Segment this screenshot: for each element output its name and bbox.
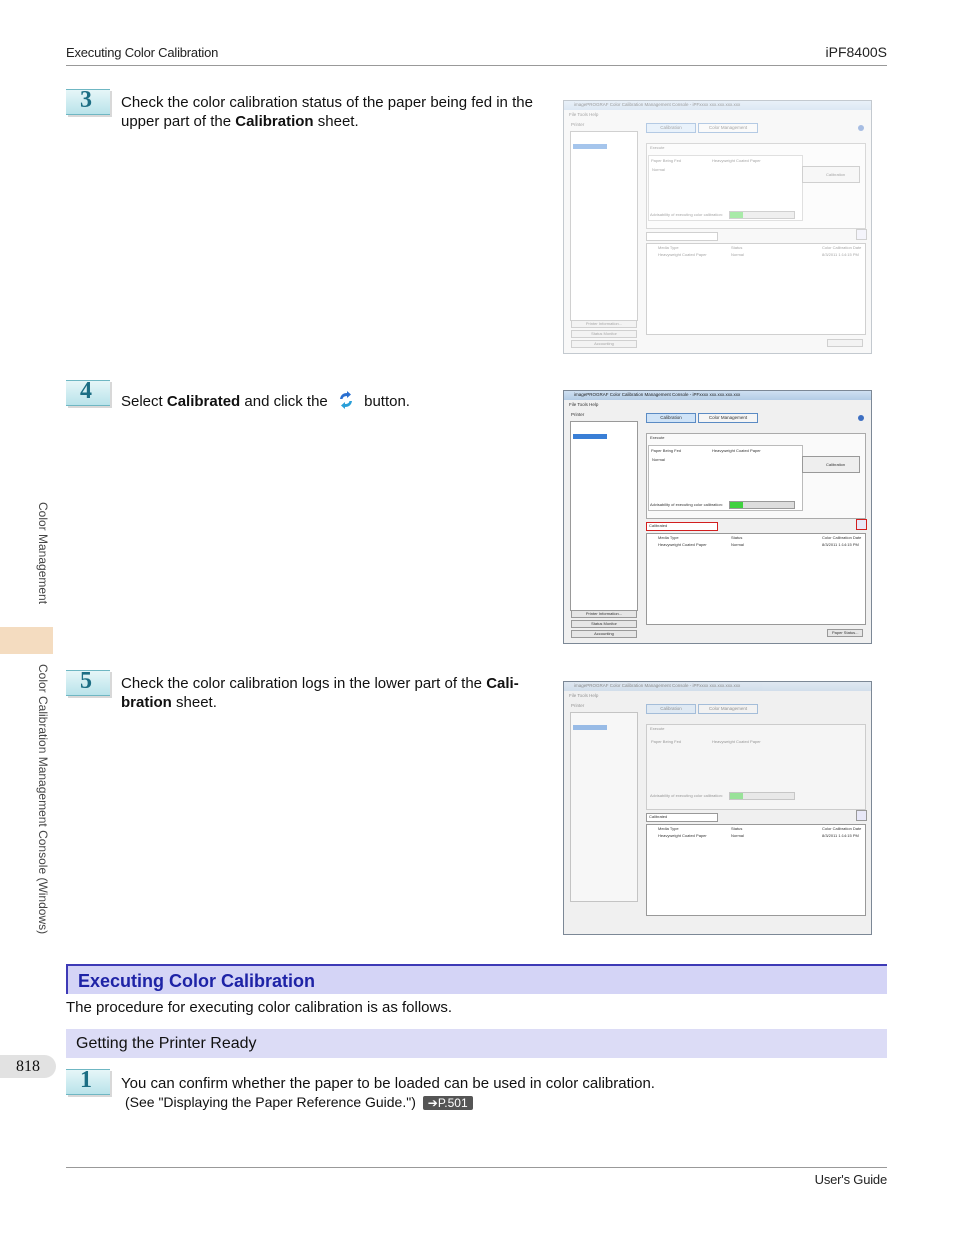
running-header-model: iPF8400S [825, 44, 887, 60]
footer-guide-name: User's Guide [814, 1172, 887, 1187]
footer-rule [66, 1167, 887, 1168]
step-1-text: You can confirm whether the paper to be loaded can be used in color calibration. [121, 1075, 655, 1092]
step-1-badge: 1 [66, 1069, 110, 1095]
running-header-section: Executing Color Calibration [66, 45, 219, 60]
intro-paragraph: The procedure for executing color calibration is as follows. [66, 999, 453, 1016]
step-1-reference: (See "Displaying the Paper Reference Guide.") ➔P.501 [125, 1094, 473, 1110]
section-heading-executing-color-calibration: Executing Color Calibration [66, 964, 887, 994]
side-tab-marker [0, 627, 53, 654]
refresh-icon [336, 391, 356, 409]
step-4-text: Select Calibrated and click the button. [121, 393, 410, 410]
page-number: 818 [0, 1055, 56, 1078]
step-3-text: Check the color calibration status of the paper being fed in the upper part of the Calibration sheet. [121, 94, 533, 130]
step-5-badge: 5 [66, 670, 110, 696]
step-3-badge: 3 [66, 89, 110, 115]
screenshot-window-step-5: imagePROGRAF Color Calibration Management Console - iPFxxxx xxx.xxx.xxx.xxx File Tools Help Printer Calibration Color Management Execute Paper Being Fed Heavyweight Coated Paper Advisability of executing color calibration: Calibrated Media Type Status Color Calibration Date Heavyweight Coated Paper Normal 8/3/2011 1:14:15 PM [563, 681, 872, 935]
header-rule [66, 65, 887, 66]
screenshot-window-step-3: imagePROGRAF Color Calibration Management Console - iPFxxxx xxx.xxx.xxx.xxx File Tools Help Printer Printer Information... Status Monitor Accounting Calibration Color Management Execute Paper Being Fed Heavyweight Coated Paper Normal Calibration Advisability of executing color calibration: Media Type Status Color Calibration Date Heavyweight Coated Paper Normal 8/3/2011 1:14:15 PM [563, 100, 872, 354]
step-4-badge: 4 [66, 380, 110, 406]
side-tab-console[interactable]: Color Calibration Management Console (Windows) [36, 664, 50, 935]
screenshot-window-step-4: imagePROGRAF Color Calibration Management Console - iPFxxxx xxx.xxx.xxx.xxx File Tools Help Printer Printer Information... Status Monitor Accounting Calibration Color Management Execute Paper Being Fed Heavyweight Coated Paper Normal Calibration Advisability of executing color calibration: Calibrated Media Type Status Color Calibration Date Heavyweight Coated Paper Normal 8/3/2011 1:14:15 PM Paper Status... [563, 390, 872, 644]
step-5-text: Check the color calibration logs in the lower part of the Cali-bration sheet. [121, 675, 519, 711]
subsection-heading-getting-printer-ready: Getting the Printer Ready [66, 1029, 887, 1058]
page-reference-link[interactable]: ➔P.501 [423, 1096, 473, 1110]
side-tab-color-management[interactable]: Color Management [36, 502, 50, 605]
